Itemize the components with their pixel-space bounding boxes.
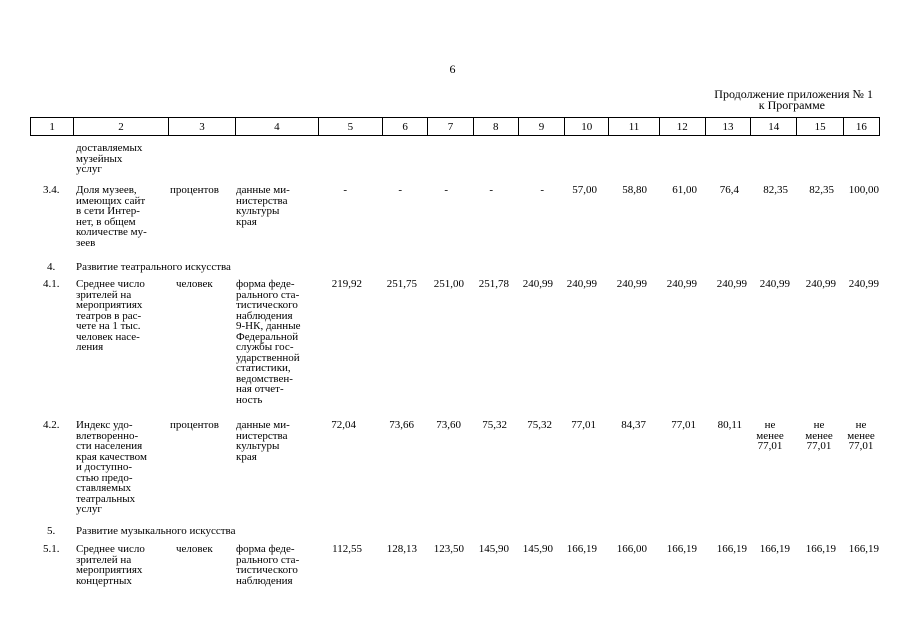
text-line: 77,01 — [848, 440, 874, 452]
row-code: 4.2. — [43, 419, 60, 431]
header-cell: 7 — [428, 118, 473, 136]
text-line: менее — [805, 429, 833, 442]
text-line: менее — [756, 429, 784, 442]
value-col12: 61,00 — [672, 184, 697, 196]
column-number-header — [30, 117, 880, 136]
value-col10: 57,00 — [572, 184, 597, 196]
section-title: Развитие музыкального искусства — [76, 525, 236, 537]
value-col6: - — [398, 184, 402, 196]
header-cell: 12 — [659, 118, 705, 136]
value-col9: 240,99 — [522, 278, 553, 290]
text-line: чете на 1 тыс. — [76, 320, 141, 332]
text-line: Среднее число — [76, 278, 145, 290]
text-line: не — [764, 419, 776, 431]
continuation-line-2: к Программе — [758, 98, 825, 112]
text-line: ная отчет- — [236, 383, 284, 395]
section-code: 4. — [47, 261, 56, 273]
value-col9: - — [540, 184, 544, 196]
text-line: музейных — [76, 152, 123, 165]
row-code: 5.1. — [43, 543, 60, 555]
value-col8: 251,78 — [478, 278, 509, 290]
value-col10: 166,19 — [566, 543, 597, 555]
value-col16 — [843, 420, 879, 452]
value-col14: 82,35 — [763, 184, 788, 196]
text-line: Индекс удо- — [76, 419, 133, 431]
text-line: тистического — [236, 564, 298, 576]
indicator-name — [76, 544, 145, 586]
text-line: количестве му- — [76, 226, 147, 238]
unit: процентов — [170, 184, 219, 196]
value-col16: 166,19 — [848, 543, 879, 555]
text-line: форма феде- — [236, 278, 295, 290]
text-line: услуг — [76, 163, 102, 175]
text-line: 77,01 — [757, 440, 783, 452]
value-col13: 166,19 — [716, 543, 747, 555]
header-cell: 6 — [383, 118, 428, 136]
text-line: 9-НК, данные — [236, 320, 301, 332]
value-col8: 75,32 — [482, 419, 507, 431]
text-line: Доля музеев, — [76, 184, 137, 196]
value-col12: 166,19 — [666, 543, 697, 555]
value-col7: 251,00 — [433, 278, 464, 290]
text-line: тистического — [236, 299, 298, 311]
text-line: театров в рас- — [76, 309, 142, 322]
text-line: мероприятиях — [76, 564, 143, 576]
value-col5: - — [343, 184, 347, 196]
value-col8: 145,90 — [478, 543, 509, 555]
text-line: и доступно- — [76, 461, 132, 473]
header-cell: 16 — [843, 118, 879, 136]
text-line: ставляемых — [76, 482, 132, 494]
indicator-name — [76, 185, 147, 248]
row-code: 4.1. — [43, 278, 60, 290]
continued-indicator-text — [76, 143, 142, 175]
value-col9: 75,32 — [527, 419, 552, 431]
unit: человек — [176, 278, 213, 290]
header-cell: 5 — [318, 118, 382, 136]
value-col15 — [801, 420, 837, 452]
value-col8: - — [489, 184, 493, 196]
header-cell: 11 — [609, 118, 659, 136]
text-line: рального ста- — [236, 553, 300, 566]
unit: процентов — [170, 419, 219, 431]
text-line: данные ми- — [236, 419, 290, 431]
appendix-continuation — [714, 89, 873, 111]
indicator-name — [76, 279, 145, 353]
text-line: концертных — [76, 574, 132, 587]
value-col12: 77,01 — [671, 419, 696, 431]
value-col15: 166,19 — [805, 543, 836, 555]
text-line: культуры — [236, 205, 280, 217]
page-number: 6 — [449, 62, 456, 76]
continuation-line-1: Продолжение приложения № 1 — [714, 87, 873, 101]
value-col16: 240,99 — [848, 278, 879, 290]
text-line: сти населения — [76, 440, 143, 452]
text-line: зеев — [76, 236, 96, 249]
value-col7: 123,50 — [433, 543, 464, 555]
text-line: ность — [236, 393, 263, 406]
text-line: не — [813, 419, 825, 431]
value-col10: 240,99 — [566, 278, 597, 290]
text-line: услуг — [76, 503, 102, 515]
value-col14: 166,19 — [759, 543, 790, 555]
text-line: рального ста- — [236, 288, 300, 301]
text-line: нистерства — [236, 194, 288, 207]
value-col15: 82,35 — [809, 184, 834, 196]
text-line: зрителей на — [76, 553, 132, 566]
text-line: наблюдения — [236, 309, 293, 322]
text-line: службы гос- — [236, 341, 294, 353]
text-line: 77,01 — [806, 440, 832, 452]
text-line: наблюдения — [236, 574, 293, 587]
section-code: 5. — [47, 525, 56, 537]
text-line: статистики, — [236, 362, 291, 374]
value-col5: 72,04 — [331, 419, 356, 431]
value-col5: 219,92 — [331, 278, 362, 290]
text-line: имеющих сайт — [76, 194, 146, 207]
unit: человек — [176, 543, 213, 555]
text-line: края — [236, 450, 257, 463]
value-col7: 73,60 — [436, 419, 461, 431]
text-line: человек насе- — [76, 330, 140, 343]
value-col11: 84,37 — [621, 419, 646, 431]
value-col12: 240,99 — [666, 278, 697, 290]
text-line: данные ми- — [236, 184, 290, 196]
text-line: доставляемых — [76, 142, 143, 154]
text-line: форма феде- — [236, 543, 295, 555]
header-cell: 3 — [168, 118, 235, 136]
text-line: в сети Интер- — [76, 205, 140, 217]
text-line: стью предо- — [76, 471, 133, 484]
text-line: нистерства — [236, 429, 288, 442]
header-cell: 15 — [797, 118, 843, 136]
value-col15: 240,99 — [805, 278, 836, 290]
text-line: культуры — [236, 440, 280, 452]
text-line: не — [855, 419, 867, 431]
value-col16: 100,00 — [848, 184, 879, 196]
text-line: Федеральной — [236, 330, 299, 343]
value-col5: 112,55 — [332, 543, 362, 555]
value-col6: 73,66 — [389, 419, 414, 431]
value-col7: - — [444, 184, 448, 196]
value-col6: 251,75 — [386, 278, 417, 290]
text-line: влетворенно- — [76, 429, 139, 442]
value-col11: 58,80 — [622, 184, 647, 196]
data-source — [236, 279, 312, 405]
value-col6: 128,13 — [386, 543, 417, 555]
text-line: нет, в общем — [76, 215, 136, 228]
value-col13: 80,11 — [717, 419, 742, 431]
header-cell: 9 — [518, 118, 564, 136]
value-col13: 76,4 — [719, 184, 739, 196]
text-line: мероприятиях — [76, 299, 143, 311]
text-line: зрителей на — [76, 288, 132, 301]
value-col14 — [752, 420, 788, 452]
header-cell: 13 — [705, 118, 750, 136]
header-cell: 2 — [74, 118, 169, 136]
section-title: Развитие театрального искусства — [76, 261, 231, 273]
value-col9: 145,90 — [522, 543, 553, 555]
value-col11: 166,00 — [616, 543, 647, 555]
value-col11: 240,99 — [616, 278, 647, 290]
text-line: Среднее число — [76, 543, 145, 555]
value-col10: 77,01 — [571, 419, 596, 431]
indicator-name — [76, 420, 147, 515]
header-cell: 14 — [751, 118, 797, 136]
text-line: театральных — [76, 492, 136, 505]
header-cell: 4 — [236, 118, 318, 136]
header-cell: 10 — [565, 118, 609, 136]
text-line: ведомствен- — [236, 372, 293, 385]
header-cell: 1 — [31, 118, 74, 136]
text-line: края — [236, 215, 257, 228]
header-cell: 8 — [473, 118, 518, 136]
text-line: ударственной — [236, 351, 300, 364]
text-line: края качеством — [76, 450, 147, 463]
value-col13: 240,99 — [716, 278, 747, 290]
row-code: 3.4. — [43, 184, 60, 196]
value-col14: 240,99 — [759, 278, 790, 290]
text-line: менее — [847, 429, 875, 442]
text-line: ления — [76, 341, 104, 353]
